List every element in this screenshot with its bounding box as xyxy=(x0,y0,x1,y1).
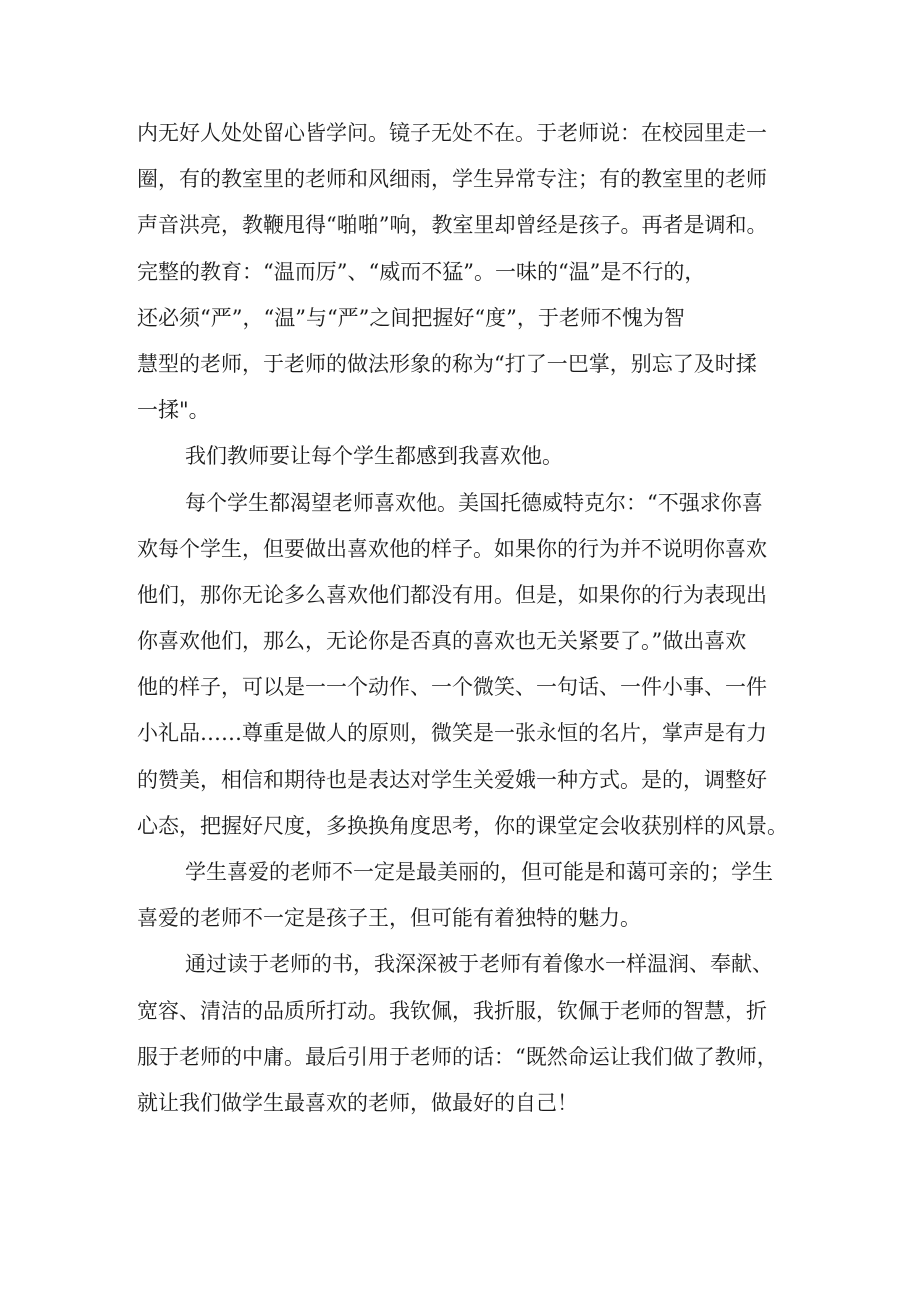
text-line: 声音洪亮，教鞭甩得“啪啪”响，教室里却曾经是孩子。再者是调和。 xyxy=(137,213,768,238)
document-body xyxy=(137,110,817,1126)
text-line: 宽容、清洁的品质所打动。我钦佩，我折服，钦佩于老师的智慧，折 xyxy=(137,998,767,1023)
text-line: 就让我们做学生最喜欢的老师，做最好的自己！ xyxy=(137,1090,578,1115)
text-line: 还必须“严”，“温”与“严”之间把握好“度”，于老师不愧为智 xyxy=(137,305,685,330)
text-line: 内无好人处处留心皆学问。镜子无处不在。于老师说：在校园里走一 xyxy=(137,121,767,145)
text-line: 心态，把握好尺度，多换换角度思考，你的课堂定会收获别样的风景。 xyxy=(137,813,788,838)
text-line: 每个学生都渴望老师喜欢他。美国托德威特克尔：“不强求你喜 xyxy=(185,490,763,515)
text-line: 他的样子，可以是一一个动作、一个微笑、一句话、一件小事、一件 xyxy=(137,675,767,700)
text-line: 学生喜爱的老师不一定是最美丽的，但可能是和蔼可亲的；学生 xyxy=(185,860,773,884)
text-line: 喜爱的老师不一定是孩子王，但可能有着独特的魅力。 xyxy=(137,906,641,931)
text-line: 你喜欢他们，那么，无论你是否真的喜欢也无关紧要了。”做出喜欢 xyxy=(137,629,747,654)
text-line: 服于老师的中庸。最后引用于老师的话：“既然命运让我们做了教师， xyxy=(137,1044,778,1069)
text-line: 圈，有的教室里的老师和风细雨，学生异常专注；有的教室里的老师 xyxy=(137,167,767,192)
text-line: 一揉"。 xyxy=(137,398,210,423)
text-line: 的赞美，相信和期待也是表达对学生关爱娥一种方式。是的，调整好 xyxy=(137,767,767,792)
text-line: 通过读于老师的书，我深深被于老师有着像水一样温润、奉献、 xyxy=(185,952,773,977)
text-line: 我们教师要让每个学生都感到我喜欢他。 xyxy=(185,444,563,469)
text-line: 慧型的老师，于老师的做法形象的称为“打了一巴掌，别忘了及时揉 xyxy=(137,351,757,376)
text-line: 欢每个学生，但要做出喜欢他的样子。如果你的行为并不说明你喜欢 xyxy=(137,536,767,561)
text-line: 小礼品……尊重是做人的原则，微笑是一张永恒的名片，掌声是有力 xyxy=(137,721,767,746)
text-line: 完整的教育：“温而厉”、“威而不猛”。一味的“温”是不行的， xyxy=(137,259,706,284)
text-line: 他们，那你无论多么喜欢他们都没有用。但是，如果你的行为表现出 xyxy=(137,582,767,607)
